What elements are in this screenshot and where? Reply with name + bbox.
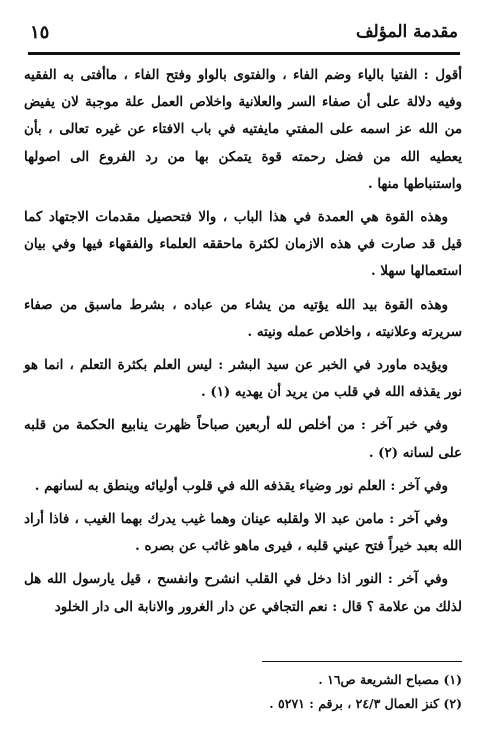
paragraph: وهذه القوة هي العمدة في هذا الباب ، والا فتحصيل مقدمات الاجتهاد كما قيل قد صارت في هذه الازمان لكثرة ماحققه العلماء والفقهاء فيها وفي بيان استعمالها سهلا . [24, 209, 462, 280]
footnote-rule [262, 661, 462, 662]
paragraph: وفي آخر : النور اذا دخل في القلب انشرح وانفسح ، قيل يارسول الله هل لذلك من علامة ؟ قال : نعم التجافي عن دار الغرور والانابة الى دار الخلود [24, 571, 462, 615]
paragraph: وفي آخر : مامن عبد الا ولقلبه عينان وهما غيب يدرك بهما الغيب ، فاذا أراد الله بعبد خيراً فتح عيني قلبه ، فيرى ماهو غائب عن بصره . [24, 511, 462, 555]
footnotes [200, 668, 462, 716]
paragraph: ويؤيده ماورد في الخبر عن سيد البشر : ليس العلم بكثرة التعلم ، انما هو نور يقذفه الله في قلب من يريد أن يهديه (١) . [24, 357, 462, 401]
chapter-title: مقدمة المؤلف [355, 22, 458, 42]
running-header [30, 18, 458, 46]
page-number: ١٥ [30, 21, 50, 43]
main-text [24, 62, 462, 627]
paragraph: وهذه القوة بيد الله يؤتيه من يشاء من عباده ، بشرط ماسبق من صفاء سريرته وعلانيته ، واخلاص عمله ونيته . [24, 296, 462, 340]
header-rule [28, 52, 460, 55]
footnote: (١) مصباح الشريعة ص١٦ . [318, 672, 462, 687]
paragraph: أقول : الفتيا بالياء وضم الفاء ، والفتوى بالواو وفتح الفاء ، ماأفتى به الفقيه وفيه دلالة على أن صفاء السر والعلانية واخلاص العمل علة موجبة لان يفيض من الله عز اسمه على المفتي مايفتيه في باب الافتاء عن غيره تعالى ، بأن يعطيه الله من فضل رحمته قوة يتمكن بها من رد الفروع الى اصولها واستنباطها منها . [24, 67, 462, 192]
paragraph: وفي آخر : العلم نور وضياء يقذفه الله في قلوب أوليائه وينطق به لسانهم . [34, 477, 448, 494]
footnote: (٢) كنز العمال ٢٤/٣ ، برقم : ٥٢٧١ . [269, 696, 462, 711]
paragraph: وفي خبر آخر : من أخلص لله أربعين صباحاً ظهرت ينابيع الحكمة من قلبه على لسانه (٢) . [24, 417, 462, 461]
